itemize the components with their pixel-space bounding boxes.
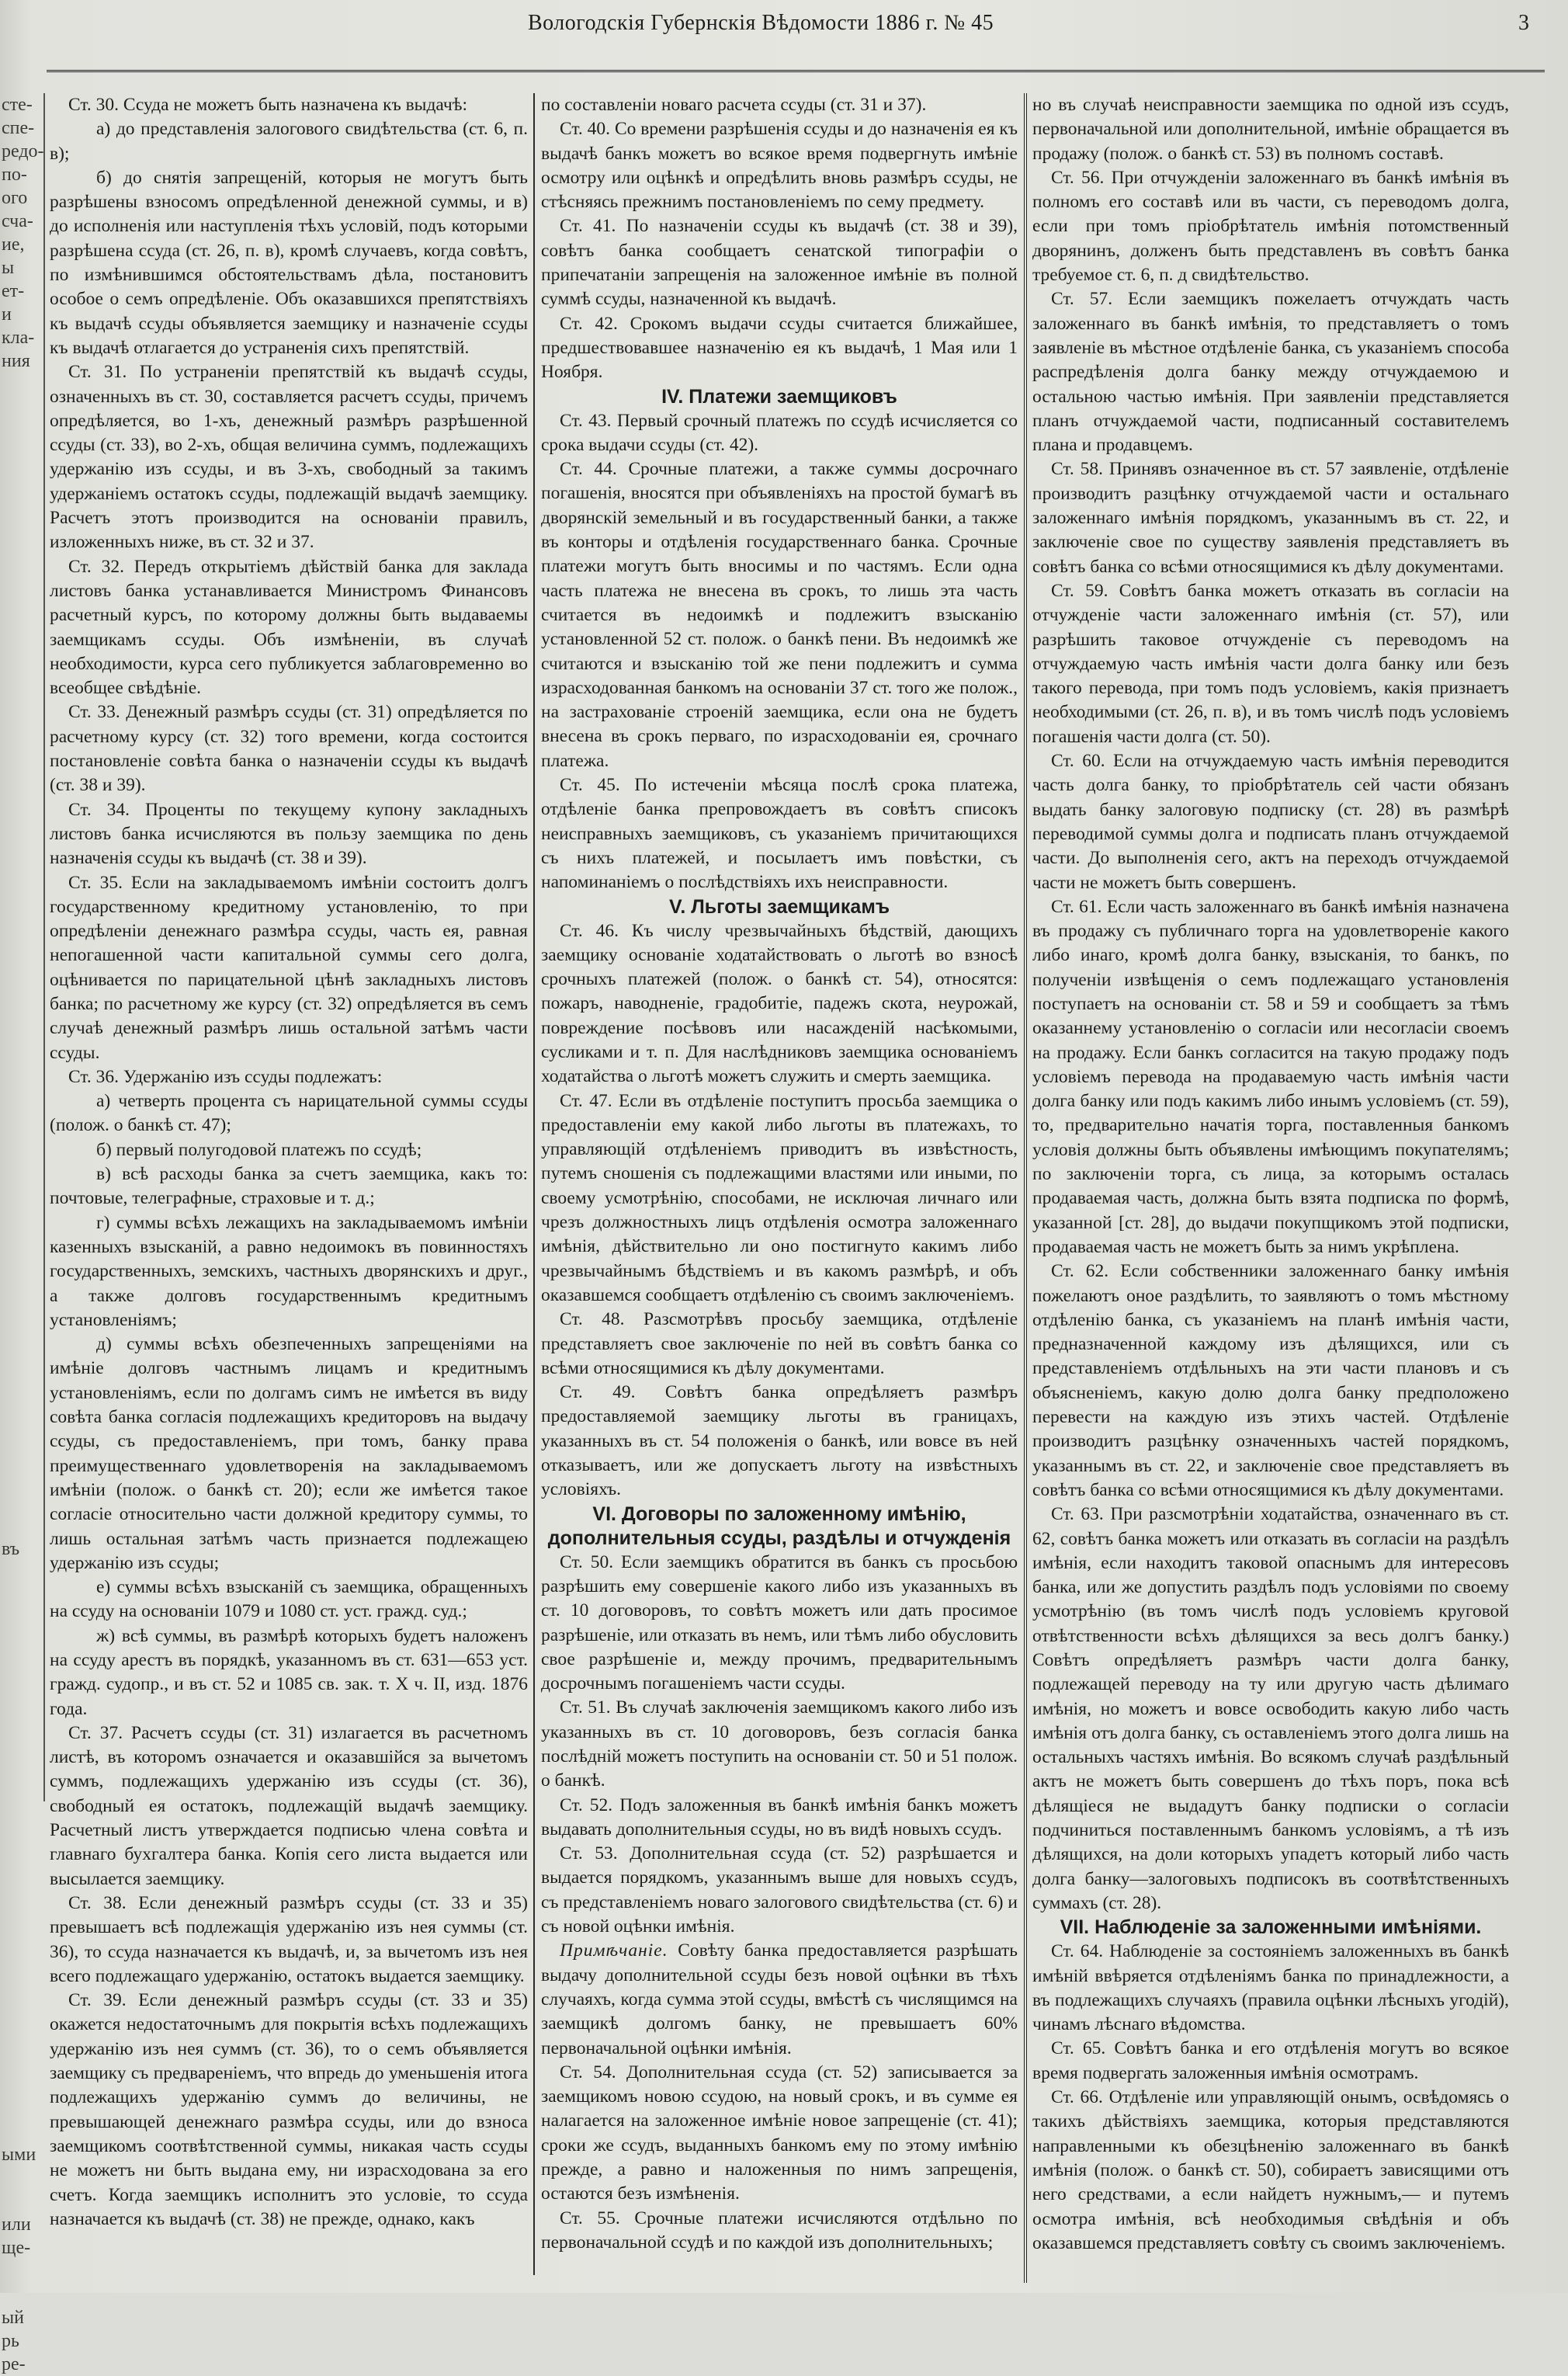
newspaper-title: Вологодскія Губернскія Вѣдомости 1886 г. № 45: [528, 11, 994, 35]
article-paragraph: Ст. 51. Въ случаѣ заключенія заемщикомъ какого либо изъ указанныхъ въ ст. 10 договоровъ, безъ согласія банка послѣдній можетъ поступить на основаніи ст. 50 и 51 полож. о банкѣ.: [541, 1697, 1018, 1791]
article-paragraph: Ст. 57. Если заемщикъ пожелаетъ отчуждать часть заложеннаго въ банкѣ имѣнія, то представляетъ о томъ заявленіе въ мѣстное отдѣленіе банка, съ указаніемъ способа распредѣленія долга банку между отчуждаемою и остальною частью имѣнія. При заявленіи представляется планъ отчуждаемой части, подписанный составителемъ плана и продавцемъ.: [1032, 289, 1509, 456]
margin-fragment: ще-: [2, 2238, 31, 2258]
margin-fragment: [2, 2050, 43, 2073]
margin-fragment: [2, 1002, 43, 1025]
margin-fragment: [2, 1980, 43, 2003]
article-paragraph: Ст. 66. Отдѣленіе или управляющій онымъ, освѣдомясь о такихъ дѣйствіяхъ заемщика, которыя представляются направленными къ обезцѣненію заложеннаго въ банкѣ имѣнія (полож. о банкѣ ст. 50), собираетъ зависящими отъ него средствами, а если найдетъ нужнымъ,— и путемъ осмотра имѣнія, всѣ необходимыя свѣдѣнія и объ оказавшемся представляетъ совѣту съ своимъ заключеніемъ.: [1032, 2087, 1509, 2253]
margin-fragment: [2, 1025, 43, 1048]
margin-fragment: [2, 932, 43, 955]
margin-fragment: [2, 1747, 43, 1770]
column-middle: [541, 93, 1018, 2267]
article-paragraph: Ст. 43. Первый срочный платежъ по ссудѣ исчисляется со срока выдачи ссуды (ст. 42).: [541, 410, 1018, 455]
sub-clause: б) до снятія запрещеній, которыя не могутъ быть разрѣшены взносомъ опредѣленной денежной суммы, и в) до исполненія или наступленія тѣхъ условій, подъ которыми разрѣшена ссуда (ст. 26, п. в), кромѣ случаевъ, когда совѣтъ, по измѣнившимся обстоятельствамъ дѣла, постановитъ особое о семъ опредѣленіе. Объ оказавшихся препятствіяхъ къ выдачѣ ссуды объявляется заемщику и назначеніе ссуды къ выдачѣ отлагается до устраненія сихъ препятствій.: [50, 167, 528, 358]
margin-fragment: [2, 489, 43, 512]
margin-fragment: [2, 512, 43, 536]
article-paragraph: Ст. 41. По назначеніи ссуды къ выдачѣ (ст. 38 и 39), совѣтъ банка сообщаетъ сенатской типографіи о припечатаніи запрещенія на заложенное имѣніе въ полной суммѣ ссуды, назначенной къ выдачѣ.: [541, 216, 1018, 310]
margin-fragment: [2, 1607, 43, 1631]
section-heading: VII. Наблюденіе за заложенными имѣніями.: [1060, 1916, 1482, 1939]
margin-fragment: [2, 1048, 43, 1072]
margin-fragment: спе-: [2, 118, 35, 138]
margin-fragment: рь: [2, 2331, 19, 2351]
note-paragraph: [541, 1939, 1018, 2060]
margin-fragment: [2, 1188, 43, 1211]
article-paragraph: Ст. 44. Срочные платежи, а также суммы досрочнаго погашенія, вносятся при объявленіяхъ на простой бумагѣ въ дворянскій земельный и въ государственный банки, а также въ конторы и отдѣленія государственнаго банка. Срочные платежи могутъ быть вносимы и по частямъ. Если одна часть платежа не внесена въ срокъ, то лишь эта часть считается въ недоимкѣ и подлежитъ взысканію установленной 52 ст. полож. о банкѣ пени. Въ недоимкѣ же считаются и взысканію той же пени подлежитъ и сумма израсходованная банкомъ на основаніи 37 ст. того же полож., на застрахованіе строеній заемщика, если она не будетъ внесена въ срокъ перваго, по израсходованіи ея, срочнаго платежа.: [541, 459, 1018, 771]
sub-clause: в) всѣ расходы банка за счетъ заемщика, какъ то: почтовые, телеграфные, страховые и т. д.;: [50, 1164, 528, 1209]
margin-fragment: [2, 1933, 43, 1957]
margin-fragment: [2, 1235, 43, 1258]
margin-fragment: [2, 699, 43, 722]
margin-fragment: [2, 1817, 43, 1840]
article-paragraph: Ст. 39. Если денежный размѣръ ссуды (ст. 33 и 35) окажется недостаточнымъ для покрытія всѣхъ подлежащихъ удержанію изъ нея суммъ (ст. 36), то о семъ объявляется заемщику съ предваренiемъ, что впредь до уменьшенія итога подлежащихъ удержанію суммъ до величины, не превышающей денежнаго размѣра ссуды, или до взноса заемщикомъ соотвѣтственной суммы, никакая часть ссуды не можетъ ни быть выдана ему, ни израсходована за его счетъ. Когда заемщикъ исполнитъ это условіе, то ссуда назначается къ выдачѣ (ст. 38) не прежде, однако, какъ: [50, 1990, 528, 2229]
margin-fragment: [2, 2096, 43, 2120]
article-paragraph: Ст. 49. Совѣтъ банка опредѣляетъ размѣръ предоставляемой заемщику льготы въ границахъ, указанныхъ въ ст. 54 положенія о банкѣ, или вовсе въ ней отказываетъ, или же допускаетъ льготу на извѣстныхъ условіяхъ.: [541, 1382, 1018, 1500]
margin-fragment: [2, 1398, 43, 1421]
article-paragraph: Ст. 48. Разсмотрѣвъ просьбу заемщика, отдѣленіе представляетъ свое заключеніе по ней въ совѣтъ банка со всѣми относящимися къ дѣлу документами.: [541, 1309, 1018, 1378]
article-paragraph: Ст. 58. Принявъ означенное въ ст. 57 заявленіе, отдѣленіе производитъ разцѣнку отчуждаемой части и остальнаго заложеннаго имѣнія порядкомъ, указаннымъ въ ст. 22, и заключеніе свое по существу заявленія представляетъ въ совѣтъ банка со всѣми относящимися къ дѣлу документами.: [1032, 459, 1509, 577]
sub-clause: а) четверть процента съ нарицательной суммы ссуды (полож. о банкѣ ст. 47);: [50, 1091, 528, 1136]
article-paragraph: Ст. 54. Дополнительная ссуда (ст. 52) записывается за заемщикомъ новою ссудою, на новый срокъ, и въ сумме ея налагается на заложенное имѣніе новое запрещеніе (ст. 41); сроки же ссудъ, выданныхъ банкомъ ему по этому имѣнію прежде, а равно и наложенныя по нимъ запрещенія, остаются безъ измѣненія.: [541, 2062, 1018, 2204]
margin-fragment: [2, 1468, 43, 1491]
article-paragraph: Ст. 53. Дополнительная ссуда (ст. 52) разрѣшается и выдается порядкомъ, указаннымъ выше для новыхъ ссудъ, съ представленіемъ новаго залогового свидѣтельства (ст. 6) и съ новой оцѣнки имѣнія.: [541, 1843, 1018, 1937]
column-rule: [1024, 93, 1027, 2283]
margin-fragment: ый: [2, 2308, 24, 2328]
sub-clause: е) суммы всѣхъ взысканій съ заемщика, обращенныхъ на ссуду на основаніи 1079 и 1080 ст. уст. гражд. суд.;: [50, 1577, 528, 1622]
margin-fragment: ого: [2, 188, 28, 208]
margin-fragment: [2, 443, 43, 466]
margin-fragment: [2, 862, 43, 885]
margin-fragment: [2, 722, 43, 745]
margin-fragment: [2, 1584, 43, 1607]
margin-fragment: [2, 1840, 43, 1864]
margin-fragment: сча-: [2, 211, 33, 231]
margin-fragment: [2, 815, 43, 839]
column-rule: [533, 93, 535, 2275]
margin-fragment: [2, 2283, 43, 2306]
margin-fragment: ет-: [2, 281, 25, 301]
margin-fragment: [2, 1444, 43, 1468]
margin-fragment: [2, 1374, 43, 1398]
article-paragraph: Ст. 62. Если собственники заложеннаго банку имѣнія пожелаютъ оное раздѣлить, то заявляютъ о томъ мѣстному отдѣленію банка, съ указаніемъ на планѣ имѣнія части, предназначенной каждому изъ дѣлящихся, или съ представленіемъ отдѣльныхъ на эти части плановъ и съ объясненіемъ, какую долю долга банку предположено перевести на каждую изъ этихъ частей. Отдѣленіе производитъ разцѣнку означенныхъ частей порядкомъ, указаннымъ въ ст. 22, и заключеніе свое представляетъ въ совѣтъ банка со всѣми относящимися къ дѣлу документами.: [1032, 1261, 1509, 1500]
article-paragraph: Ст. 56. При отчужденіи заложеннаго въ банкѣ имѣнія въ полномъ его составѣ или въ части, съ переводомъ долга, если при томъ пріобрѣтатель имѣнія потомственный дворянинъ, долженъ быть представленъ въ совѣтъ банка требуемое ст. 6, п. д свидѣтельство.: [1032, 167, 1509, 286]
margin-fragment: [2, 676, 43, 699]
article-paragraph: Ст. 60. Если на отчуждаемую часть имѣнія переводится часть долга банку, то пріобрѣтатель сей части обязанъ выдать банку залоговую подписку (ст. 28) въ размѣрѣ переводимой суммы долга и подписать планъ отчуждаемой части. До выполненія сего, актъ на переходъ отчуждаемой части не можетъ быть совершенъ.: [1032, 751, 1509, 893]
column-left: [50, 93, 528, 2267]
margin-fragment: ие,: [2, 234, 25, 255]
article-paragraph: Ст. 35. Если на закладываемомъ имѣніи состоитъ долгъ государственному кредитному установленію, то при опредѣленіи денежнаго размѣра ссуды, часть ея, равная непогашенной части капитальной суммы сего долга, оцѣнивается по парицательной цѣнѣ закладныхъ листовъ банка; по расчетному же курсу (ст. 32) опредѣляется въ семъ случаѣ денежный размѣръ лишь остальной затѣмъ части ссуды.: [50, 872, 528, 1063]
article-paragraph: Ст. 45. По истеченіи мѣсяца послѣ срока платежа, отдѣленіе банка препровождаетъ въ совѣтъ списокъ неисправныхъ заемщиковъ, съ указаніемъ причитающихся съ нихъ платежей, и посылаетъ имъ повѣстки, съ напоминаніемъ о послѣдствіяхъ ихъ неисправности.: [541, 775, 1018, 893]
margin-fragment: [2, 885, 43, 908]
margin-fragment: или: [2, 2214, 31, 2235]
margin-fragment: ы: [2, 258, 15, 278]
article-paragraph: Ст. 32. Передъ открытіемъ дѣйствій банка для заклада листовъ банка устанавливается Министромъ Финансовъ расчетный курсъ, по которому должны быть выдаваемы заемщикамъ ссуды. Объ измѣненіи, въ случаѣ необходимости, курса сего публикуется заблаговременно во всеобщее свѣдѣніе.: [50, 556, 528, 699]
header-rule: [47, 70, 1545, 72]
margin-fragment: [2, 1654, 43, 1677]
margin-fragment: [2, 582, 43, 606]
margin-fragment: [2, 652, 43, 676]
page-header: [47, 6, 1552, 61]
article-paragraph: Ст. 42. Срокомъ выдачи ссуды считается ближайшее, предшествовавшее назначенію ея къ выдачѣ, 1 Мая или 1 Ноября.: [541, 313, 1018, 383]
article-paragraph: Ст. 36. Удержанію изъ ссуды подлежатъ:: [68, 1066, 383, 1087]
article-paragraph: Ст. 40. Со времени разрѣшенія ссуды и до назначенія ея къ выдачѣ банкъ можетъ во всякое время подвергнуть имѣніе осмотру или оцѣнкѣ и опредѣлить вновь размѣръ ссуды, не стѣсняясь прежнимъ постановленіемъ по сему предмету.: [541, 119, 1018, 213]
margin-fragment: [2, 396, 43, 419]
margin-fragment: [2, 559, 43, 582]
margin-fragment: [2, 1095, 43, 1118]
margin-fragment: и: [2, 304, 12, 325]
section-heading: V. Льготы заемщикамъ: [668, 895, 890, 918]
section-heading: IV. Платежи заемщиковъ: [661, 385, 897, 408]
sub-clause: д) суммы всѣхъ обезпеченныхъ запрещеніями на имѣніе долговъ частнымъ лицамъ и кредитнымъ установленіямъ, если по долгамъ симъ не имѣется въ виду совѣта банка согласія подлежащихъ кредиторовъ на выдачу ссуды, съ предоставленіемъ, при томъ, банку права преимущественнаго удовлетворенія на закладываемомъ имѣніи (полож. о банкѣ ст. 20); если же имѣется такое согласіе относительно части должной кредитору суммы, то лишь остальная затѣмъ часть признается подлежащею удержанію изъ ссуды;: [50, 1334, 528, 1573]
margin-fragment: [2, 1304, 43, 1328]
article-paragraph: по составленіи новаго расчета ссуды (ст. 31 и 37).: [541, 95, 927, 115]
margin-fragment: [2, 1700, 43, 1724]
margin-fragment: [2, 1794, 43, 1817]
margin-fragment: [2, 1351, 43, 1374]
note-label: Примѣчаніе.: [560, 1940, 668, 1961]
margin-fragment: [2, 1328, 43, 1351]
article-paragraph: Ст. 52. Подъ заложенныя въ банкѣ имѣнія банкъ можетъ выдавать дополнительныя ссуды, но въ видѣ новыхъ ссудъ.: [541, 1794, 1018, 1839]
margin-fragment: [2, 1491, 43, 1514]
margin-fragment: [2, 1118, 43, 1141]
article-paragraph: Ст. 37. Расчетъ ссуды (ст. 31) излагается въ расчетномъ листѣ, въ которомъ означается и оказавшійся за вычетомъ суммъ, подлежащихъ удержанію изъ ссуды (ст. 36), свободный ея остатокъ, подлежащій выдачѣ заемщику. Расчетный листъ утверждается подписью члена совѣта и главнаго бухгалтера банка. Копія сего листа выдается или высылается заемщику.: [50, 1722, 528, 1889]
article-paragraph: Ст. 63. При разсмотрѣніи ходатайства, означеннаго въ ст. 62, совѣтъ банка можетъ или отказать въ согласіи на раздѣлъ имѣнія, если находитъ таковой опаснымъ для интересовъ банка, или же допустить раздѣлъ подъ условіями по своему усмотрѣнію (въ томъ числѣ подъ условіемъ круговой отвѣтственности всѣхъ дѣлящихся за весь долгъ банку.) Совѣтъ опредѣляетъ размѣръ части долга банку, подлежащей переводу на ту или другую часть дѣлимаго имѣнія, но можетъ и вовсе освободить какую либо часть имѣнія отъ долга банку, съ оставленіемъ этого долга лишь на остальныхъ частяхъ имѣнія. Во всякомъ случаѣ раздѣльный актъ не можетъ быть совершенъ до тѣхъ поръ, пока всѣ дѣлящіеся не выдадутъ банку подписки о согласіи подчиниться поставленнымъ банкомъ условіямъ, а тѣ изъ дѣлящихся, на доли которыхъ упадетъ который либо часть долга банку—залоговыхъ подписокъ въ соотвѣтственныхъ суммахъ (ст. 28).: [1032, 1504, 1509, 1913]
margin-fragment: [2, 1141, 43, 1165]
sub-clause: а) до представленія залогового свидѣтельства (ст. 6, п. в);: [50, 119, 528, 164]
article-paragraph: Ст. 64. Наблюденіе за состояніемъ заложенныхъ въ банкѣ имѣній ввѣряется отдѣленіямъ банка по принадлежности, а въ подлежащихъ случаяхъ (правила оцѣнки лѣсныхъ угодій), чинамъ лѣснаго вѣдомства.: [1032, 1941, 1509, 2035]
note-text: Совѣту банка предоставляется разрѣшать выдачу дополнительной ссуды безъ новой оцѣнки въ тѣхъ случаяхъ, когда сумма этой ссуды, вмѣстѣ съ числящимся на заемщикѣ долгомъ банку, не превышаетъ 60% первоначальной оцѣнки имѣнія.: [541, 1940, 1018, 2058]
sub-clause: ж) всѣ суммы, въ размѣрѣ которыхъ будетъ наложенъ на ссуду арестъ въ порядкѣ, указанномъ въ ст. 631—653 уст. гражд. судопр., и въ ст. 52 и 1085 св. зак. т. X ч. II, изд. 1876 года.: [50, 1625, 528, 1719]
margin-fragment: [2, 745, 43, 769]
column-right: [1032, 93, 1509, 2253]
margin-fragment: [2, 419, 43, 443]
article-paragraph: Ст. 33. Денежный размѣръ ссуды (ст. 31) опредѣляется по расчетному курсу (ст. 32) того времени, когда состоится постановленіе совѣта банка о назначеніи ссуды къ выдачѣ (ст. 38 и 39).: [50, 702, 528, 796]
margin-fragment: ре-: [2, 2354, 26, 2374]
article-paragraph: Ст. 61. Если часть заложеннаго въ банкѣ имѣнія назначена въ продажу съ публичнаго торга на удовлетвореніе какого либо инаго, кромѣ долга банку, взысканія, то банкъ, по полученіи извѣщенія о семъ подлежащаго установленія поступаетъ на основаніи ст. 58 и 59 и сообщаетъ за тѣмъ оказаннему установленію о согласіи или несогласіи своемъ на продажу. Если банкъ согласится на такую продажу подъ условіемъ перевода на продаваемую часть имѣнія части долга банку или подъ какимъ либо инымъ условіемъ (ст. 59), то, предварительно начатія торга, поставленныя банкомъ условія должны быть объявлены имѣющимъ покупателямъ; по заключеніи торга, съ лица, за которымъ осталась продаваемая часть, должна быть взята подписка по формѣ, указанной [ст. 28], до выдачи покупщикомъ этой подписки, продаваемая часть не можетъ быть за нимъ укрѣплена.: [1032, 896, 1509, 1257]
margin-fragment: [2, 2003, 43, 2027]
margin-fragment: [2, 606, 43, 629]
margin-fragment: [2, 1864, 43, 1887]
margin-fragment: [2, 373, 43, 396]
margin-fragment: [2, 536, 43, 559]
margin-fragment: [2, 908, 43, 932]
article-paragraph: Ст. 38. Если денежный размѣръ ссуды (ст. 33 и 35) превышаетъ всѣ подлежащія удержанію изъ нея суммы (ст. 36), то ссуда назначается къ выдачѣ, и, за вычетомъ изъ нея всего подлежащаго удержанію, остатокъ выдается заемщику.: [50, 1892, 528, 1986]
adjacent-page-margin: [0, 93, 45, 2374]
article-paragraph: Ст. 31. По устраненіи препятствій къ выдачѣ ссуды, означенныхъ въ ст. 30, составляется расчетъ ссуды, причемъ опредѣляется, во 1-хъ, денежный размѣръ разрѣшенной ссуды (ст. 33), во 2-хъ, общая величина суммъ, подлежащихъ удержанію изъ ссуды, и въ 3-хъ, свободный за такимъ удержаніемъ остатокъ ссуды, подлежащій выдачѣ заемщику. Расчетъ этотъ производится на основаніи правилъ, изложенныхъ ниже, въ ст. 32 и 37.: [50, 362, 528, 553]
article-paragraph: Ст. 59. Совѣтъ банка можетъ отказать въ согласіи на отчужденіе части заложеннаго имѣнія (ст. 57), или разрѣшить таковое отчужденіе съ переводомъ на отчуждаемую часть имѣнія части долга банку или безъ такого перевода, при томъ подъ условіемъ, какія признаетъ необходимыми (ст. 26, п. в), и въ томъ числѣ подъ условіемъ погашенія части долга (ст. 50).: [1032, 580, 1509, 747]
margin-fragment: [2, 1887, 43, 1910]
margin-fragment: [2, 1165, 43, 1188]
margin-fragment: [2, 2073, 43, 2096]
sub-clause: б) первый полугодовой платежъ по ссудѣ;: [96, 1139, 422, 1160]
margin-fragment: [2, 2260, 43, 2283]
article-paragraph: Ст. 65. Совѣтъ банка и его отдѣленія могутъ во всякое время подвергать заложенныя имѣнія осмотрамъ.: [1032, 2038, 1509, 2083]
margin-fragment: [2, 978, 43, 1002]
article-paragraph: Ст. 47. Если въ отдѣленіе поступитъ просьба заемщика о предоставленіи ему какой либо льготы въ платежахъ, то управляющій отдѣленіемъ приводитъ въ извѣстность, путемъ сношенія съ подлежащими властями или иными, по своему усмотрѣнію, способами, не исключая личнаго или чрезъ должностныхъ лицъ отдѣленія осмотра заложеннаго имѣнія, дѣйствительно ли оно постигнуто какимъ либо чрезвычайнымъ бѣдствіемъ и въ какомъ размѣрѣ, и объ оказавшемся сообщаетъ отдѣленію съ своимъ заключеніемъ.: [541, 1090, 1018, 1305]
margin-fragment: [2, 792, 43, 815]
margin-fragment: сте-: [2, 95, 33, 115]
margin-fragment: [2, 1677, 43, 1700]
sub-clause: г) суммы всѣхъ лежащихъ на закладываемомъ имѣніи казенныхъ взысканій, а равно недоимокъ въ повинностяхъ государственныхъ, земскихъ, частныхъ дворянскихъ и друг., а также долговъ государственнымъ кредитнымъ установленіямъ;: [50, 1212, 528, 1330]
margin-fragment: [2, 1421, 43, 1444]
margin-fragment: [2, 1258, 43, 1281]
margin-fragment: [2, 1770, 43, 1794]
article-paragraph: но въ случаѣ неисправности заемщика по одной изъ ссудъ, первоначальной или дополнительной, имѣніе обращается въ продажу (полож. о банкѣ ст. 53) въ полномъ составѣ.: [1032, 95, 1509, 164]
article-paragraph: Ст. 55. Срочные платежи исчисляются отдѣльно по первоначальной ссудѣ и по каждой изъ дополнительныхъ;: [541, 2208, 1018, 2253]
margin-fragment: [2, 2120, 43, 2143]
article-paragraph: Ст. 50. Если заемщикъ обратится въ банкъ съ просьбою разрѣшить ему совершеніе какого либо изъ указанныхъ въ ст. 10 договоровъ, то совѣтъ можетъ или дать просимое разрѣшеніе, или отказать въ немъ, или тѣмъ либо обусловить свое разрѣшеніе и, между прочимъ, предварительнымъ досрочнымъ погашеніемъ части ссуды.: [541, 1551, 1018, 1694]
margin-fragment: [2, 1514, 43, 1537]
margin-fragment: редо-: [2, 141, 44, 162]
margin-fragment: [2, 839, 43, 862]
margin-fragment: ыми: [2, 2145, 36, 2165]
margin-fragment: [2, 1281, 43, 1304]
article-paragraph: Ст. 46. Къ числу чрезвычайныхъ бѣдствій, дающихъ заемщику основаніе ходатайствовать о льготѣ во взносѣ срочныхъ платежей (полож. о банкѣ ст. 54), относятся: пожаръ, наводненіе, градобитіе, падежъ скота, неурожай, повреждение посѣвовъ или насажденій насѣкомыми, сусликами и т. п. Для наслѣдниковъ заемщика основаніемъ ходатайства о льготѣ можетъ служить и смерть заемщика.: [541, 920, 1018, 1087]
margin-fragment: [2, 1072, 43, 1095]
margin-fragment: [2, 1211, 43, 1235]
section-heading: VI. Договоры по заложенному имѣнію, дополнительныя ссуды, раздѣлы и отчужденія: [547, 1502, 1011, 1549]
margin-fragment: [2, 769, 43, 792]
margin-fragment: [2, 1724, 43, 1747]
margin-fragment: [2, 2190, 43, 2213]
margin-fragment: [2, 2166, 43, 2190]
margin-fragment: [2, 955, 43, 978]
article-paragraph: Ст. 30. Ссуда не можетъ быть назначена къ выдачѣ:: [68, 95, 468, 115]
margin-fragment: [2, 2027, 43, 2050]
margin-fragment: по-: [2, 165, 27, 185]
article-paragraph: Ст. 34. Проценты по текущему купону закладныхъ листовъ банка исчисляются въ пользу заемщика по день назначенія ссуды къ выдачѣ (ст. 38 и 39).: [50, 799, 528, 869]
page-number: 3: [1518, 11, 1529, 35]
margin-fragment: [2, 1910, 43, 1933]
margin-fragment: ния: [2, 351, 30, 371]
margin-fragment: [2, 1631, 43, 1654]
margin-fragment: [2, 1957, 43, 1980]
margin-fragment: [2, 466, 43, 489]
margin-fragment: [2, 629, 43, 652]
margin-fragment: въ: [2, 1539, 20, 1559]
margin-fragment: [2, 1561, 43, 1584]
margin-fragment: кла-: [2, 328, 35, 348]
